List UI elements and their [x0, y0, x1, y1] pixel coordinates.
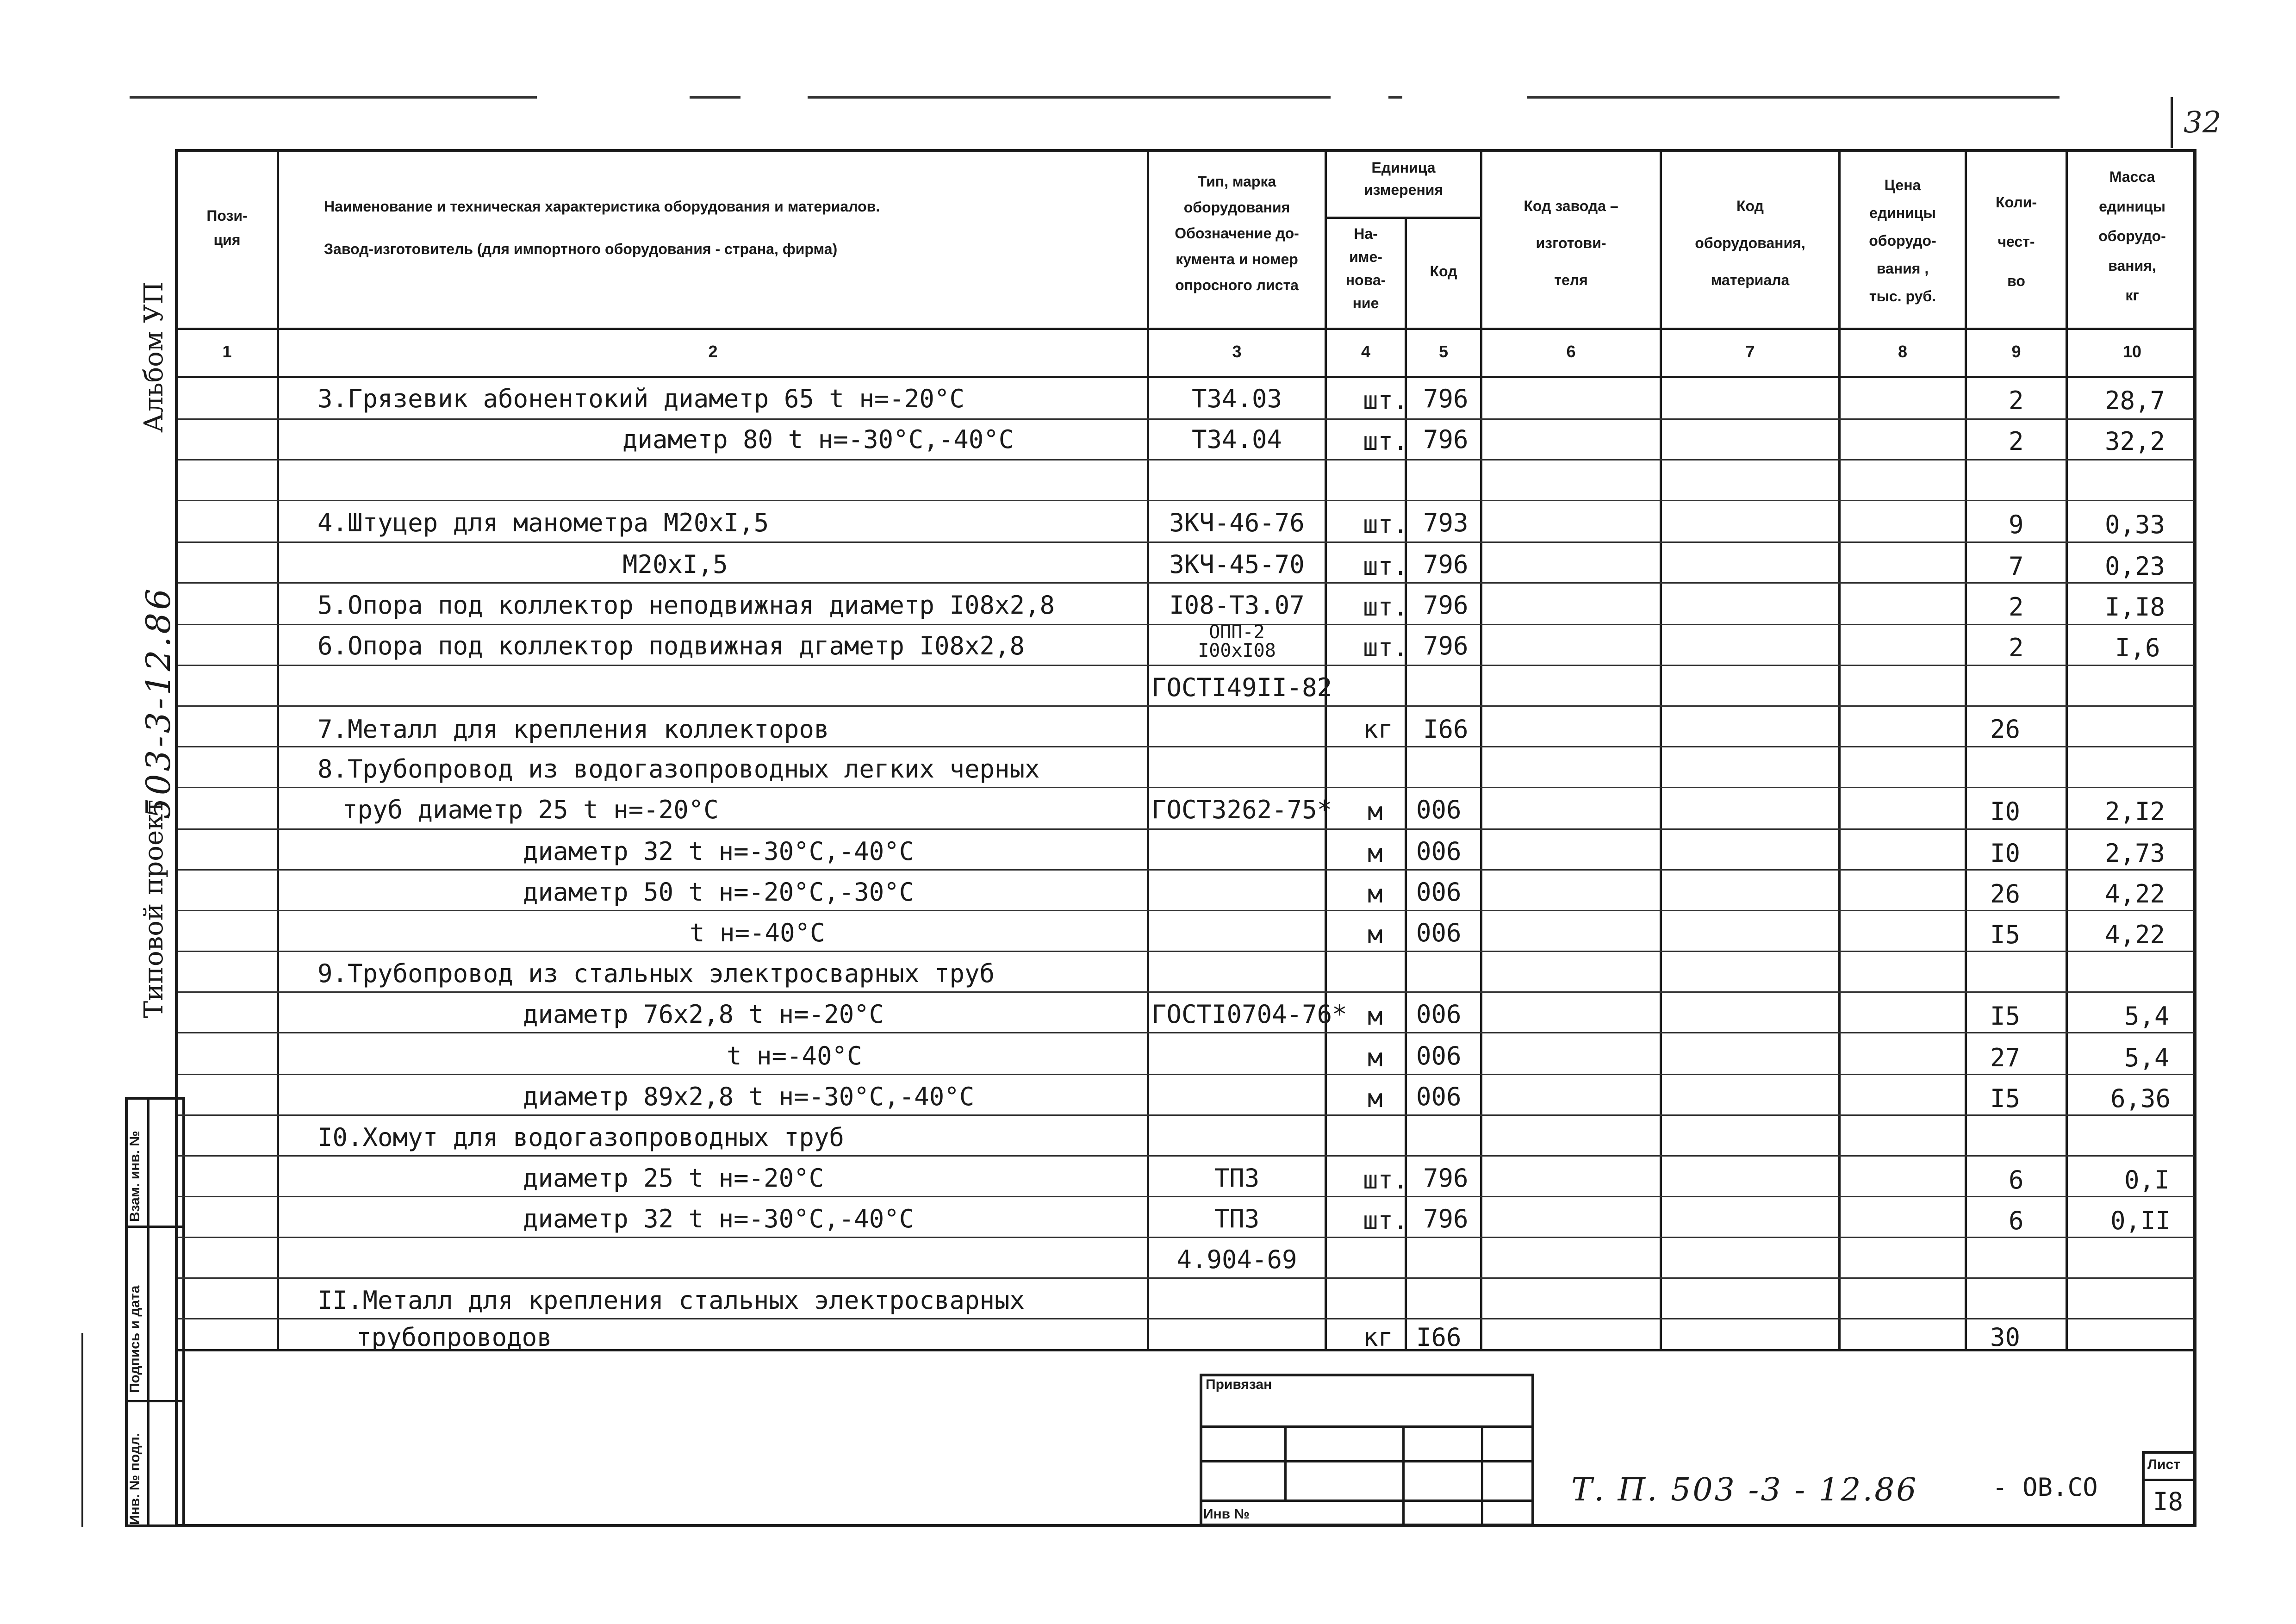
item-quantity: 2 — [2009, 386, 2024, 415]
item-quantity: 6 — [2009, 1206, 2024, 1235]
item-name: диаметр 32 t н=-30°C,-40°C — [523, 1204, 915, 1233]
item-name: 4.Штуцер для манометра М20хI,5 — [317, 508, 769, 537]
item-unit: кг — [1363, 715, 1394, 744]
item-mass: 32,2 — [2105, 427, 2165, 456]
item-mass: 0,33 — [2105, 510, 2165, 539]
sheet-code: - ОВ.СО — [1992, 1473, 2098, 1502]
item-mass: 6,36 — [2110, 1084, 2171, 1113]
item-name: 3.Грязевик абонентокий диаметр 65 t н=-20°C — [317, 384, 964, 413]
item-unit: м — [1368, 797, 1383, 826]
column-number: 9 — [2011, 342, 2021, 361]
item-name: диаметр 89х2,8 t н=-30°C,-40°C — [523, 1082, 975, 1111]
item-unit: м — [1368, 879, 1383, 908]
header-mass: Масса единицы оборудо- вания, кг — [2098, 168, 2166, 304]
project-label: Типовой проект — [139, 799, 169, 1018]
item-quantity: 9 — [2009, 510, 2024, 539]
header-unit-name: На- име- нова- ние — [1345, 225, 1386, 311]
item-unit: шт. — [1363, 592, 1408, 622]
item-mass: 5,4 — [2124, 1002, 2170, 1031]
item-code: 796 — [1423, 425, 1468, 454]
item-name: диаметр 25 t н=-20°C — [523, 1164, 824, 1193]
item-unit: шт. — [1363, 1165, 1408, 1195]
item-quantity: 6 — [2009, 1165, 2024, 1195]
column-number: 6 — [1566, 342, 1576, 361]
item-mass: 0,I — [2124, 1165, 2170, 1195]
column-number: 1 — [222, 342, 232, 361]
item-name: диаметр 80 t н=-30°C,-40°C — [622, 425, 1014, 454]
column-number: 8 — [1898, 342, 1908, 361]
item-mass: 28,7 — [2105, 386, 2165, 415]
item-code: 006 — [1416, 1000, 1462, 1029]
album-label: Альбом УП — [139, 281, 169, 433]
item-unit: м — [1368, 920, 1383, 949]
item-code: 793 — [1423, 508, 1468, 537]
sheet-label: Лист — [2147, 1457, 2180, 1472]
item-name: 9.Трубопровод из стальных электросварных труб — [317, 959, 995, 988]
item-quantity: I0 — [1990, 797, 2021, 826]
item-type: ОПП-2 — [1209, 622, 1265, 643]
item-code: 006 — [1416, 877, 1462, 907]
item-code: 006 — [1416, 837, 1462, 866]
column-number: 2 — [708, 342, 718, 361]
item-name: t н=-40°C — [727, 1041, 862, 1070]
project-code-side: 503-3-12.86 — [139, 585, 178, 819]
item-code: 006 — [1416, 795, 1462, 824]
item-name: t н=-40°C — [690, 918, 825, 947]
item-unit: кг — [1363, 1323, 1394, 1352]
item-type: ТПЗ — [1214, 1164, 1260, 1193]
item-name: I0.Хомут для водогазопроводных труб — [317, 1123, 844, 1152]
item-name: 5.Опора под коллектор неподвижная диаметр I08х2,8 — [317, 591, 1055, 620]
item-type: ГОСТ3262-75* — [1151, 795, 1332, 824]
item-unit: шт. — [1363, 386, 1408, 415]
item-code: 006 — [1416, 918, 1462, 947]
item-name: диаметр 76х2,8 t н=-20°C — [523, 1000, 884, 1029]
item-mass: I,6 — [2115, 633, 2160, 662]
stamp-inv-label: Инв № — [1203, 1506, 1250, 1522]
item-type: ГОСТI0704-76* — [1151, 1000, 1347, 1029]
item-unit: шт. — [1363, 1206, 1408, 1235]
binding-stamp — [1200, 1374, 1534, 1526]
header-position: Пози- ция — [206, 207, 248, 248]
item-code: 796 — [1423, 1164, 1468, 1193]
item-quantity: 26 — [1990, 715, 2021, 744]
item-type: ЗКЧ-45-70 — [1169, 550, 1305, 579]
column-number: 10 — [2122, 342, 2142, 361]
header-plant-code: Код завода – изготови- теля — [1524, 198, 1618, 288]
item-code: 796 — [1423, 631, 1468, 660]
item-quantity: 2 — [2009, 592, 2024, 622]
column-number: 4 — [1361, 342, 1371, 361]
item-unit: м — [1368, 839, 1383, 868]
item-code: I66 — [1423, 715, 1468, 744]
item-quantity: I5 — [1990, 1002, 2021, 1031]
item-name: 8.Трубопровод из водогазопроводных легких черных — [317, 754, 1040, 784]
item-quantity: 2 — [2009, 427, 2024, 456]
item-quantity: I5 — [1990, 1084, 2021, 1113]
item-type: ЗКЧ-46-76 — [1169, 508, 1305, 537]
item-mass: 0,II — [2110, 1206, 2171, 1235]
item-mass: I,I8 — [2105, 592, 2165, 622]
label-replace-inv: Взам. инв. № — [127, 1131, 143, 1222]
item-type: ТПЗ — [1214, 1204, 1260, 1233]
item-name: труб диаметр 25 t н=-20°C — [342, 795, 719, 824]
column-number: 3 — [1232, 342, 1242, 361]
item-type: I08-Т3.07 — [1169, 591, 1305, 620]
item-quantity: I0 — [1990, 839, 2021, 868]
item-code: 796 — [1423, 550, 1468, 579]
item-unit: шт. — [1363, 633, 1408, 662]
item-unit: шт. — [1363, 510, 1408, 539]
item-unit: м — [1368, 1043, 1383, 1072]
item-name: II.Металл для крепления стальных электросварных — [317, 1286, 1025, 1315]
item-type-secondary: I00хI08 — [1198, 640, 1276, 661]
item-mass: 0,23 — [2105, 552, 2165, 581]
item-code: 796 — [1423, 591, 1468, 620]
column-number: 7 — [1745, 342, 1755, 361]
item-code: 006 — [1416, 1041, 1462, 1070]
column-number: 5 — [1438, 342, 1449, 361]
item-type: ГОСТI49II-82 — [1151, 673, 1332, 702]
label-sign-date: Подпись и дата — [127, 1285, 143, 1393]
item-name: М20хI,5 — [622, 550, 728, 579]
header-unit-group: Единица измерения — [1363, 159, 1444, 198]
document-designation: Т. П. 503 -3 - 12.86 — [1571, 1472, 1918, 1508]
header-quantity: Коли- чест- во — [1996, 194, 2037, 289]
item-quantity: 26 — [1990, 879, 2021, 908]
header-material-code: Код оборудования, материала — [1695, 198, 1805, 288]
label-inv-original: Инв. № подл. — [127, 1432, 143, 1525]
sheet-number: I8 — [2153, 1487, 2184, 1516]
item-code: 796 — [1423, 1204, 1468, 1233]
header-unit-code: Код — [1430, 263, 1457, 280]
item-mass: 4,22 — [2105, 879, 2165, 908]
item-quantity: I5 — [1990, 920, 2021, 949]
item-unit: шт. — [1363, 427, 1408, 456]
item-mass: 2,73 — [2105, 839, 2165, 868]
page-number: 32 — [2184, 106, 2221, 140]
item-code: I66 — [1416, 1323, 1462, 1352]
item-unit: шт. — [1363, 552, 1408, 581]
item-code: 006 — [1416, 1082, 1462, 1111]
item-code: 796 — [1423, 384, 1468, 413]
item-name: 6.Опора под коллектор подвижная дгаметр I08х2,8 — [317, 631, 1025, 660]
header-price: Цена единицы оборудо- вания , тыс. руб. — [1869, 177, 1936, 305]
item-name: 7.Металл для крепления коллекторов — [317, 715, 829, 744]
item-type: Т34.03 — [1191, 384, 1282, 413]
item-quantity: 2 — [2009, 633, 2024, 662]
item-mass: 2,I2 — [2105, 797, 2165, 826]
item-name: диаметр 50 t н=-20°C,-30°C — [523, 877, 915, 907]
stamp-bound-label: Привязан — [1206, 1377, 1272, 1392]
item-type: 4.904-69 — [1176, 1245, 1297, 1274]
item-name: диаметр 32 t н=-30°C,-40°C — [523, 837, 915, 866]
header-name: Наименование и техническая характеристика оборудования и материалов. Завод-изготовитель (для импортного оборудования - страна, фирма) — [324, 198, 880, 257]
item-name: трубопроводов — [356, 1323, 552, 1352]
item-mass: 5,4 — [2124, 1043, 2170, 1072]
item-type: Т34.04 — [1191, 425, 1282, 454]
item-quantity: 27 — [1990, 1043, 2021, 1072]
item-unit: м — [1368, 1002, 1383, 1031]
item-quantity: 30 — [1990, 1323, 2021, 1352]
item-quantity: 7 — [2009, 552, 2024, 581]
item-unit: м — [1368, 1084, 1383, 1113]
item-mass: 4,22 — [2105, 920, 2165, 949]
header-type: Тип, марка оборудования Обозначение до- кумента и номер опросного листа — [1175, 173, 1299, 293]
